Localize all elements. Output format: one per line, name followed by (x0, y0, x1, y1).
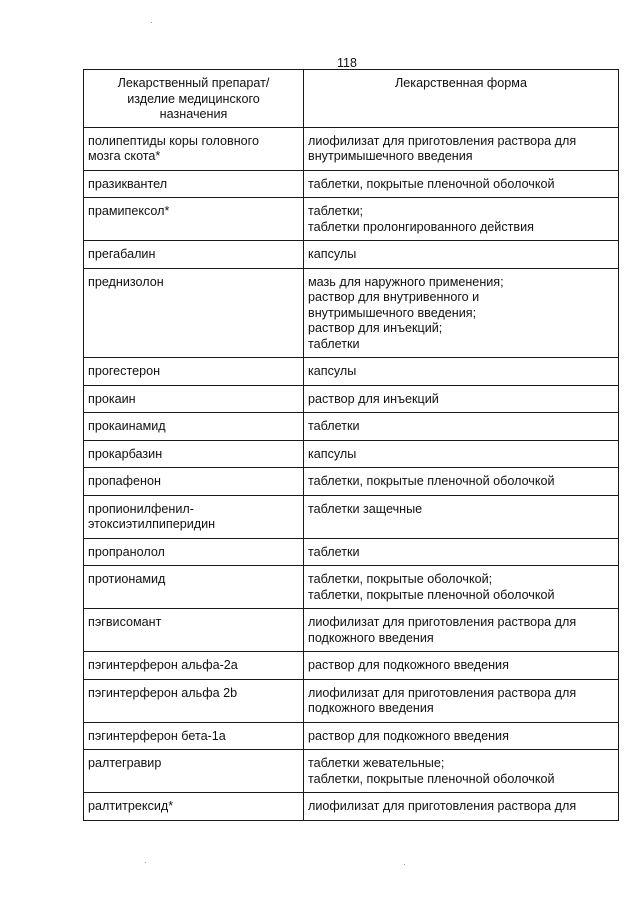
table-row (84, 495, 619, 538)
drug-name-cell: празиквантел (84, 170, 304, 198)
table-row (84, 750, 619, 793)
dosage-form-cell: таблетки, покрытые пленочной оболочкой (304, 468, 619, 496)
scan-speck (404, 864, 405, 865)
table-row (84, 566, 619, 609)
table-row (84, 385, 619, 413)
drug-name-cell: пропранолол (84, 538, 304, 566)
table-row (84, 679, 619, 722)
drug-name-cell: протионамид (84, 566, 304, 609)
drug-name-cell: пропафенон (84, 468, 304, 496)
dosage-form-cell: лиофилизат для приготовления раствора для (304, 793, 619, 821)
table-row (84, 468, 619, 496)
drug-name-cell: пэгинтерферон альфа-2а (84, 652, 304, 680)
dosage-form-cell: таблетки, покрытые пленочной оболочкой (304, 170, 619, 198)
table-header-row (84, 70, 619, 128)
table-row (84, 440, 619, 468)
drug-name-cell: прокарбазин (84, 440, 304, 468)
table-row (84, 268, 619, 358)
table-body (84, 127, 619, 820)
drug-name-cell: пэгинтерферон бета-1а (84, 722, 304, 750)
dosage-form-cell: раствор для подкожного введения (304, 722, 619, 750)
drug-name-cell: полипептиды коры головного мозга скота* (84, 127, 304, 170)
dosage-form-cell: таблетки защечные (304, 495, 619, 538)
dosage-form-cell: лиофилизат для приготовления раствора для подкожного введения (304, 609, 619, 652)
header-dosage-form: Лекарственная форма (304, 70, 619, 128)
drug-name-cell: прамипексол* (84, 198, 304, 241)
drug-name-cell: пропионилфенил- этоксиэтилпиперидин (84, 495, 304, 538)
dosage-form-cell: таблетки; таблетки пролонгированного действия (304, 198, 619, 241)
table-row (84, 538, 619, 566)
table-row (84, 127, 619, 170)
dosage-form-cell: таблетки (304, 538, 619, 566)
table-row (84, 722, 619, 750)
drug-name-cell: прокаинамид (84, 413, 304, 441)
drug-name-cell: прокаин (84, 385, 304, 413)
table-row (84, 170, 619, 198)
dosage-form-cell: капсулы (304, 241, 619, 269)
dosage-form-cell: таблетки (304, 413, 619, 441)
table-row (84, 198, 619, 241)
dosage-form-cell: раствор для подкожного введения (304, 652, 619, 680)
dosage-form-cell: лиофилизат для приготовления раствора для внутримышечного введения (304, 127, 619, 170)
scan-speck (151, 22, 152, 23)
dosage-form-cell: капсулы (304, 358, 619, 386)
header-drug: Лекарственный препарат/ изделие медицинского назначения (84, 70, 304, 128)
drug-name-cell: преднизолон (84, 268, 304, 358)
scan-speck (145, 862, 146, 863)
drug-name-cell: ралтитрексид* (84, 793, 304, 821)
table-row (84, 358, 619, 386)
drug-name-cell: пэгинтерферон альфа 2b (84, 679, 304, 722)
dosage-form-cell: таблетки жевательные; таблетки, покрытые пленочной оболочкой (304, 750, 619, 793)
dosage-form-cell: таблетки, покрытые оболочкой; таблетки, покрытые пленочной оболочкой (304, 566, 619, 609)
page-number: 118 (337, 56, 357, 70)
drug-name-cell: прегабалин (84, 241, 304, 269)
drug-name-cell: ралтегравир (84, 750, 304, 793)
dosage-form-cell: мазь для наружного применения; раствор для внутривенного и внутримышечного введения; раствор для инъекций; таблетки (304, 268, 619, 358)
dosage-form-cell: лиофилизат для приготовления раствора для подкожного введения (304, 679, 619, 722)
table-row (84, 652, 619, 680)
table-row (84, 793, 619, 821)
dosage-form-cell: капсулы (304, 440, 619, 468)
table-row (84, 413, 619, 441)
table-row (84, 241, 619, 269)
table-row (84, 609, 619, 652)
drug-table (83, 69, 619, 821)
drug-name-cell: пэгвисомант (84, 609, 304, 652)
dosage-form-cell: раствор для инъекций (304, 385, 619, 413)
drug-name-cell: прогестерон (84, 358, 304, 386)
